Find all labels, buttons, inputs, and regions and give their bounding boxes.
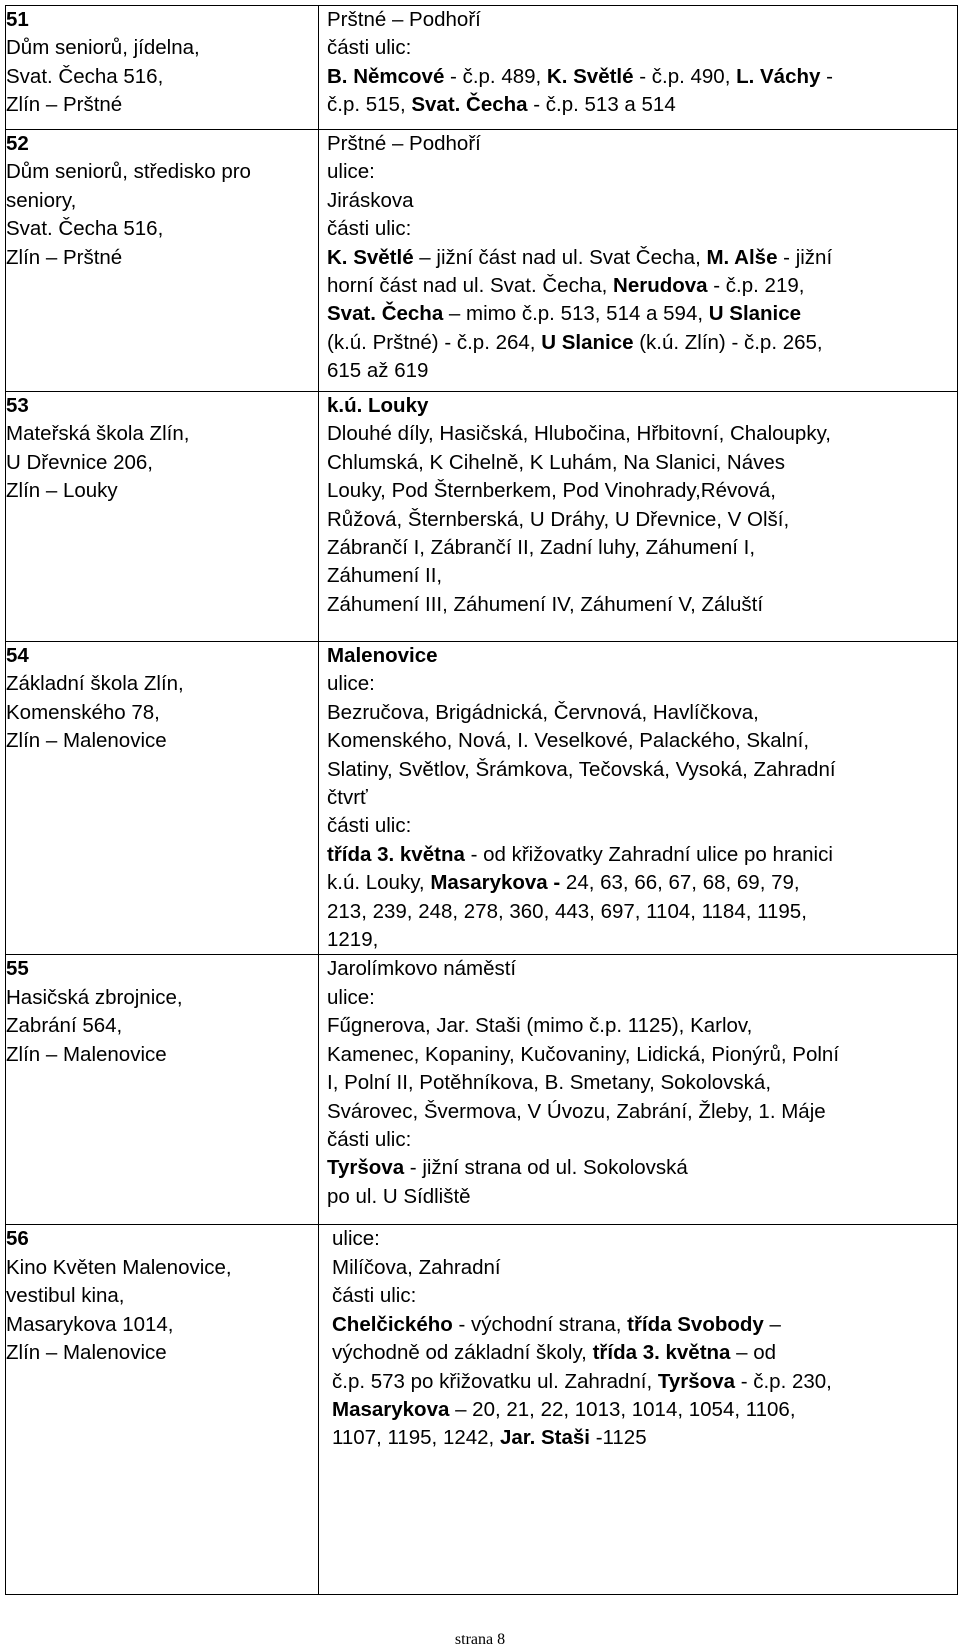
streets-line [327,841,957,869]
station-address-line: Mateřská škola Zlín, [6,422,190,446]
table-row [6,955,958,1225]
station-address-line: Dům seniorů, jídelna, [6,36,200,60]
station-address-line: Základní škola Zlín, [6,672,184,696]
street-text: části ulic: [332,1284,417,1308]
polling-station-cell [6,6,319,130]
streets-line [327,984,957,1012]
street-text: – jižní část nad ul. Svat Čecha, [413,245,707,269]
street-name-bold: U Slanice [541,330,634,354]
streets-line [327,215,957,243]
street-name-bold: Nerudova [613,274,708,298]
street-name-bold: třída 3. května [592,1341,731,1365]
station-number: 51 [6,8,29,31]
street-name-bold: K. Světlé [327,245,414,269]
street-name-bold: K. Světlé [546,64,634,88]
street-text: – mimo č.p. 513, 514 a 594, [443,302,709,326]
streets-line [327,670,957,698]
streets-line [327,591,957,619]
street-name-bold: L. Váchy [736,64,821,88]
street-text: Kamenec, Kopaniny, Kučovaniny, Lidická, Pionýrů, Polní [327,1042,840,1066]
streets-line [327,506,957,534]
streets-cell [319,392,958,642]
street-text: Prštné – Podhoří [327,8,481,31]
streets-cell [319,642,958,955]
polling-station-cell [6,1225,319,1595]
street-text: části ulic: [327,217,412,241]
street-text: Zábrančí I, Zábrančí II, Zadní luhy, Záhumení I, [327,536,756,560]
street-text: východně od základní školy, [332,1341,593,1365]
streets-cell [319,6,958,130]
station-address-line: Dům seniorů, středisko pro [6,160,251,184]
streets-line [327,187,957,215]
street-name-bold: Tyršova [327,1156,405,1180]
street-text: - od křižovatky Zahradní ulice po hranici [464,842,833,866]
station-address-line: Zabrání 564, [6,1014,123,1038]
station-address-line: Svat. Čecha 516, [6,64,164,88]
street-text: - jižní strana od ul. Sokolovská [404,1156,688,1180]
streets-line [327,63,957,91]
polling-station-cell [6,130,319,392]
streets-line [327,477,957,505]
street-text: - č.p. 489, [444,64,547,88]
table-row [6,642,958,955]
polling-station-cell [6,392,319,642]
street-text: č.p. 573 po křižovatku ul. Zahradní, [332,1369,658,1393]
streets-line [332,1311,957,1339]
street-text: Bezručova, Brigádnická, Červnová, Havlíčkova, [327,700,759,724]
street-text: 1107, 1195, 1242, [332,1426,500,1450]
station-address-line: Zlín – Prštné [6,93,123,117]
streets-line [327,300,957,328]
street-text: 615 až 619 [327,359,429,383]
street-text: Jiráskova [327,188,414,212]
street-text: - č.p. 230, [735,1369,832,1393]
street-text: k.ú. Louky, [327,871,431,895]
streets-line [327,91,957,119]
street-text: části ulic: [327,36,412,60]
streets-line [327,784,957,812]
street-name-bold: Masarykova [332,1397,450,1421]
streets-line [327,420,957,448]
polling-station-cell [6,955,319,1225]
street-text: – 20, 21, 22, 1013, 1014, 1054, 1106, [449,1397,796,1421]
street-text: - č.p. 490, [633,64,737,88]
station-address-line: Komenského 78, [6,700,160,724]
street-text: části ulic: [327,1127,412,1151]
station-address-line: Zlín – Louky [6,479,118,503]
streets-line [327,898,957,926]
streets-line [327,1098,957,1126]
street-text: Chlumská, K Cihelně, K Luhám, Na Slanici, Náves [327,450,786,474]
streets-line [327,1069,957,1097]
station-address-line: Svat. Čecha 516, [6,217,164,241]
table-row [6,6,958,130]
street-text: Prštné – Podhoří [327,132,481,155]
streets-line [332,1339,957,1367]
streets-line [327,130,957,158]
street-name-bold: B. Němcové [327,64,445,88]
street-text: I, Polní II, Potěhníkova, B. Smetany, Sokolovská, [327,1071,772,1095]
streets-line [327,449,957,477]
streets-line [327,756,957,784]
streets-line [327,244,957,272]
station-address-line: Kino Květen Malenovice, [6,1255,232,1279]
streets-line [332,1424,957,1452]
streets-line [327,1154,957,1182]
street-name-bold: třída 3. května [327,842,465,866]
streets-line [327,272,957,300]
street-name-bold: U Slanice [708,302,802,326]
street-text: Svárovec, Švermova, V Úvozu, Zabrání, Žleby, 1. Máje [327,1099,826,1123]
street-text: - č.p. 513 a 514 [527,93,676,117]
streets-line [327,1041,957,1069]
street-text: (k.ú. Prštné) - č.p. 264, [327,330,542,354]
streets-line [327,562,957,590]
streets-line [327,6,957,34]
street-name-bold: Svat. Čecha [411,93,528,117]
station-address-line: Zlín – Malenovice [6,729,167,753]
street-text: - jižní [777,245,833,269]
station-address-line: Zlín – Malenovice [6,1341,167,1365]
table-row [6,1225,958,1595]
street-name-bold: Tyršova [657,1369,736,1393]
station-address-line: Zlín – Malenovice [6,1042,167,1066]
street-text: Komenského, Nová, I. Veselkové, Palackého, Skalní, [327,729,810,753]
street-name-bold: Jar. Staši [499,1426,590,1450]
page-footer: strana 8 [454,1631,506,1648]
street-text: – [763,1312,781,1336]
streets-line [327,812,957,840]
street-name-bold: Svat. Čecha [327,302,444,326]
street-name-bold: Malenovice [327,644,438,667]
street-text: Louky, Pod Šternberkem, Pod Vinohrady,Révová, [327,479,776,503]
streets-line [327,642,957,670]
streets-line [332,1396,957,1424]
street-text: Fűgnerova, Jar. Staši (mimo č.p. 1125), Karlov, [327,1014,753,1038]
streets-line [327,392,957,420]
streets-line [327,357,957,385]
street-name-bold: k.ú. Louky [327,394,429,417]
streets-line [327,1183,957,1211]
street-text: - východní strana, [452,1312,628,1336]
street-text: ulice: [327,672,375,696]
street-text: 213, 239, 248, 278, 360, 443, 697, 1104, 1184, 1195, [327,899,807,923]
street-text: Záhumení III, Záhumení IV, Záhumení V, Záluští [327,592,764,616]
streets-line [327,1012,957,1040]
streets-line [327,534,957,562]
street-text: ulice: [327,985,375,1009]
station-number: 54 [6,644,29,667]
station-address-line: U Dřevnice 206, [6,450,153,474]
street-text: části ulic: [327,814,412,838]
street-text: Milíčova, Zahradní [332,1255,501,1279]
street-text: Dlouhé díly, Hasičská, Hlubočina, Hřbitovní, Chaloupky, [327,422,832,446]
street-text: č.p. 515, [327,93,412,117]
streets-line [327,955,957,983]
street-text: – od [730,1341,777,1365]
station-address-line: Hasičská zbrojnice, [6,985,183,1009]
street-name-bold: Masarykova - [430,871,561,895]
street-text: Jarolímkovo náměstí [327,957,517,981]
street-name-bold: M. Alše [706,245,778,269]
station-address-line: Masarykova 1014, [6,1312,174,1336]
table-row [6,130,958,392]
street-text: Růžová, Šternberská, U Dráhy, U Dřevnice, V Olší, [327,507,790,531]
station-number: 56 [6,1227,29,1251]
streets-line [327,699,957,727]
streets-line [327,158,957,186]
street-text: Záhumení II, [327,564,443,588]
station-address-line: seniory, [6,188,77,212]
street-text: horní část nad ul. Svat. Čecha, [327,274,614,298]
station-address-line: vestibul kina, [6,1284,125,1308]
station-number: 53 [6,394,29,417]
streets-cell [319,955,958,1225]
street-text: 24, 63, 66, 67, 68, 69, 79, [560,871,800,895]
streets-line [332,1225,957,1253]
streets-cell [319,1225,958,1595]
streets-line [332,1254,957,1282]
streets-line [327,329,957,357]
station-number: 55 [6,957,29,981]
street-text: Slatiny, Světlov, Šrámkova, Tečovská, Vysoká, Zahradní [327,757,836,781]
street-text: ulice: [332,1227,380,1251]
streets-line [332,1368,957,1396]
street-text: (k.ú. Zlín) - č.p. 265, [633,330,823,354]
street-text: čtvrť [327,786,368,810]
street-name-bold: Chelčického [332,1312,453,1336]
street-text: - č.p. 219, [707,274,805,298]
polling-stations-table [5,5,958,1595]
streets-line [327,34,957,62]
station-number: 52 [6,132,29,155]
street-text: - [820,64,833,88]
street-text: po ul. U Sídliště [327,1184,471,1208]
streets-cell [319,130,958,392]
street-name-bold: třída Svobody [627,1312,764,1336]
street-text: -1125 [590,1426,647,1450]
streets-line [327,1126,957,1154]
streets-line [332,1282,957,1310]
polling-station-cell [6,642,319,955]
streets-line [327,869,957,897]
streets-line [327,926,957,954]
street-text: ulice: [327,160,375,184]
streets-line [327,727,957,755]
station-address-line: Zlín – Prštné [6,245,123,269]
table-row [6,392,958,642]
street-text: 1219, [327,928,379,952]
